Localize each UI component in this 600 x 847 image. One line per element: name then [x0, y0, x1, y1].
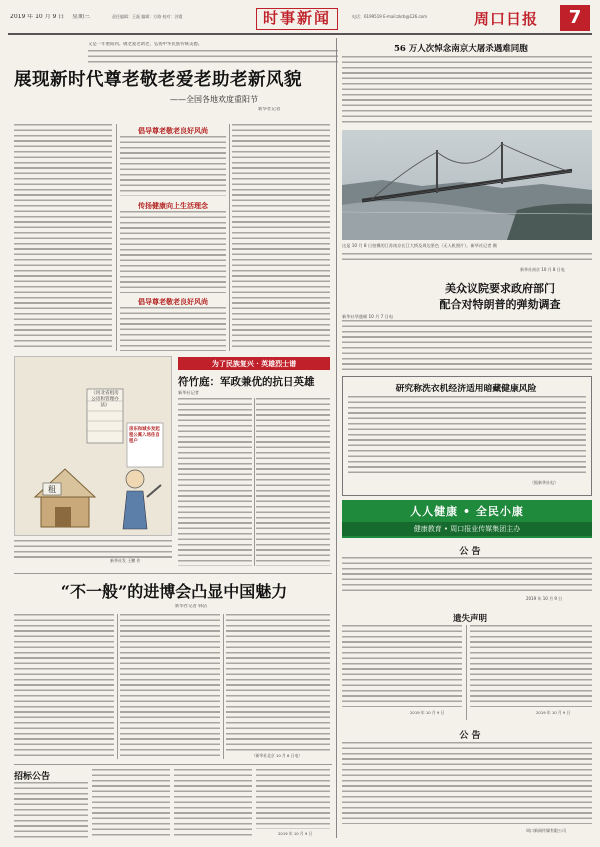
hero-byline: 新华社记者 — [178, 390, 199, 395]
contact-info: 电话：6199519 E-mail:zkrb@126.com — [352, 14, 428, 19]
announcement-date: 2019 年 10 月 9 日 — [526, 596, 563, 601]
col-rule — [116, 124, 117, 351]
lost-title: 遗失声明 — [452, 614, 487, 624]
lead-subhead-2: 传扬健康向上生活理念 — [138, 201, 208, 210]
tender-date: 2019 年 10 月 9 日 — [278, 831, 313, 836]
cartoon-image — [14, 356, 172, 536]
col-rule — [466, 625, 467, 720]
feature-dateline: （新华社北京 10 月 8 日电） — [252, 753, 303, 758]
bottom-notice-org: 周口新闻传媒有限公司 — [526, 828, 566, 833]
lead-col-2a — [120, 136, 226, 196]
intro-text-lines — [88, 50, 338, 64]
announcement-body — [342, 557, 592, 593]
hero-kicker: 为了民族复兴 · 英雄烈士谱 — [178, 357, 330, 370]
section-title: 时事新闻 — [256, 8, 338, 30]
lead-subhead-3: 倡导尊老敬老良好风尚 — [138, 297, 208, 306]
lead-subhead-1: 倡导尊老敬老良好风尚 — [138, 126, 208, 135]
tender-col-1 — [14, 782, 88, 838]
lead-col-1 — [14, 124, 112, 351]
us-headline-1: 美众议院要求政府部门 — [445, 282, 555, 295]
col-rule — [229, 124, 230, 351]
hero-headline: 符竹庭：军政兼优的抗日英雄 — [178, 376, 315, 388]
issue-date: 2019 年 10 月 9 日 — [10, 14, 65, 20]
us-byline: 新华社华盛顿 10 月 7 日电 — [342, 314, 394, 319]
bridge-body — [342, 56, 592, 126]
page-divider — [336, 38, 337, 838]
bridge-photo — [342, 130, 592, 240]
bridge-caption: 这是 10 月 8 日拍摄的江苏南京长江大桥及周边景色（无人机照片）。新华社记者 摄 — [342, 243, 497, 248]
lost-col-1 — [342, 625, 462, 707]
bridge-byline: 新华社南京 10 月 8 日电 — [520, 267, 565, 272]
health-byline: （据新华社电） — [530, 480, 558, 485]
tender-col-3 — [174, 769, 252, 838]
us-headline-2: 配合对特朗普的弹劾调查 — [439, 298, 561, 311]
cartoon-caption: 新华社发 王鹏 作 — [110, 558, 141, 563]
editor-credits: 责任编辑：王磊 编辑：方路 校对：苏霞 — [112, 14, 183, 19]
hero-col-1 — [178, 398, 252, 566]
lead-headline: 展现新时代尊老敬老爱老助老新风貌 — [14, 70, 302, 90]
bottom-notice-body — [342, 742, 592, 824]
lost-date-2: 2019 年 10 月 9 日 — [536, 710, 571, 715]
health-headline: 研究称洗衣机经济适用暗藏健康风险 — [395, 384, 537, 394]
feature-rule — [14, 573, 332, 574]
hero-col-2 — [256, 398, 330, 566]
intro-text: 又是一年重阳到。敬老爱老助老，弘扬中华民族传统美德。 — [88, 42, 203, 47]
feature-col-2 — [120, 614, 220, 759]
feature-col-1 — [14, 614, 114, 759]
cartoon-caption-lines — [14, 540, 172, 558]
feature-headline: “不一般”的进博会凸显中国魅力 — [60, 582, 288, 601]
bottom-notice-title: 公 告 — [459, 731, 481, 741]
col-rule — [117, 614, 118, 759]
tender-title: 招标公告 — [14, 772, 51, 782]
header-rule — [8, 33, 592, 35]
cartoon-blurb: 房东和城乡发起租公寓入场住自租户 — [129, 427, 160, 444]
banner-line-2: 健康教育 • 周口报业传媒集团主办 — [342, 522, 592, 536]
feature-col-3 — [226, 614, 330, 752]
svg-text:租: 租 — [48, 485, 56, 494]
us-body — [342, 320, 592, 372]
masthead — [0, 0, 600, 34]
lead-col-3 — [232, 124, 330, 351]
col-rule — [254, 398, 255, 566]
lost-col-2 — [470, 625, 592, 707]
paper-name: 周口日报 — [474, 10, 539, 28]
lost-date: 2019 年 10 月 9 日 — [410, 710, 445, 715]
lead-col-2b — [120, 211, 226, 293]
banner-line-1: 人人健康 • 全民小康 — [410, 505, 524, 518]
tender-col-2 — [92, 769, 170, 838]
cartoon-sign: 《河北省租房公房和管理办法》 — [91, 391, 119, 408]
rental-cartoon — [15, 357, 172, 536]
bridge-caption-lines — [342, 253, 592, 263]
feature-byline: 新华社记者 韩洁 — [174, 604, 208, 609]
issue-weekday: 星期三 — [72, 14, 91, 20]
health-body — [348, 396, 586, 476]
announcement-title: 公 告 — [459, 547, 481, 557]
health-banner — [342, 500, 592, 538]
lead-byline: 新华社记者 — [258, 107, 281, 112]
lead-col-2c — [120, 307, 226, 351]
bridge-photo-image — [342, 130, 592, 240]
col-rule — [223, 614, 224, 759]
lead-subtitle: ——全国各地欢度重阳节 — [170, 95, 258, 104]
tender-rule — [14, 764, 332, 765]
page-number: 7 — [560, 5, 590, 31]
tender-col-4 — [256, 769, 330, 829]
bridge-headline: 56 万人次悼念南京大屠杀遇难同胞 — [394, 44, 528, 54]
